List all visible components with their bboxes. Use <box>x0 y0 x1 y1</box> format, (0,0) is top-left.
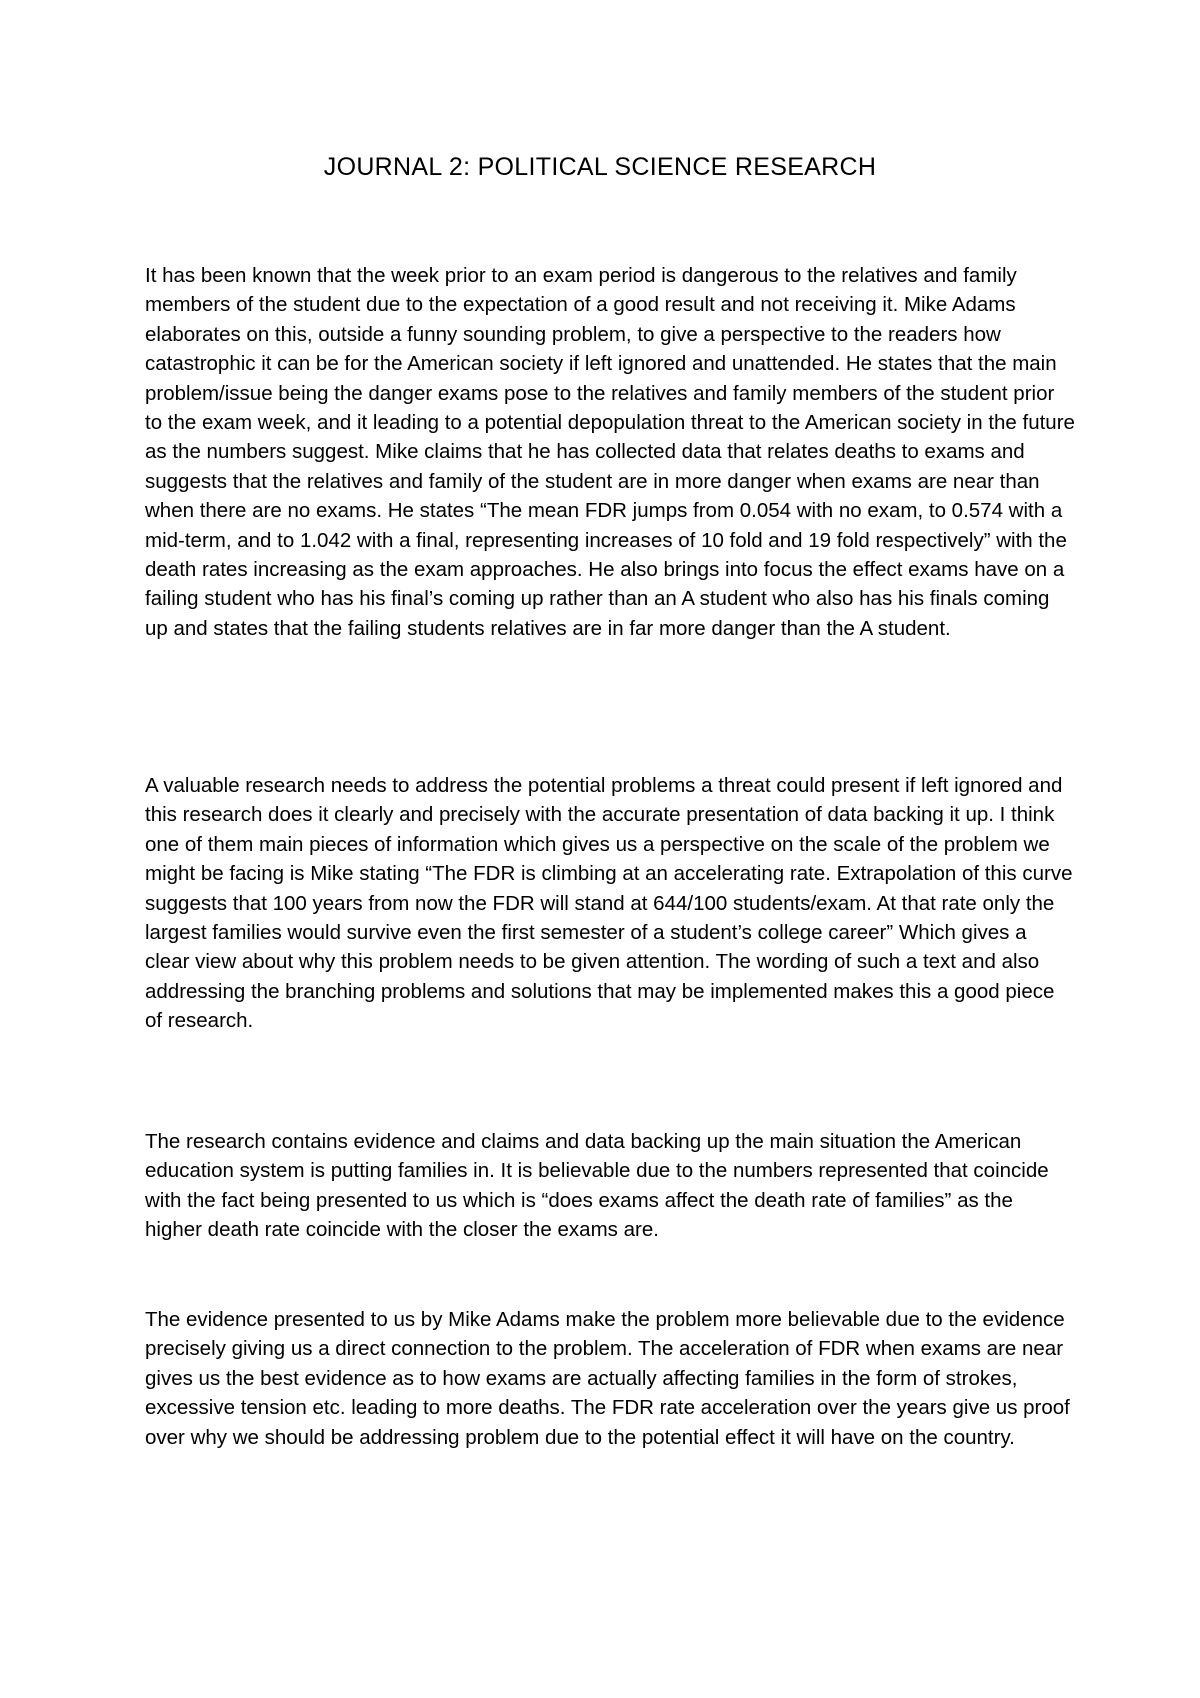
paragraph-4: The evidence presented to us by Mike Adams make the problem more believable due to the evidence precisely giving us a direct connection to the problem. The acceleration of FDR when exams are near gives us the best evidence as to how exams are actually affecting families in the form of strokes, excessive tension etc. leading to more deaths. The FDR rate acceleration over the years give us proof over why we should be addressing problem due to the potential effect it will have on the country. <box>145 1308 1070 1449</box>
paragraph-1: It has been known that the week prior to an exam period is dangerous to the relatives and family members of the student due to the expectation of a good result and not receiving it. Mike Adams elaborates on this, outside a funny sounding problem, to give a perspective to the readers how catastrophic it can be for the American society if left ignored and unattended. He states that the main problem/issue being the danger exams pose to the relatives and family members of the student prior to the exam week, and it leading to a potential depopulation threat to the American society in the future as the numbers suggest. Mike claims that he has collected data that relates deaths to exams and suggests that the relatives and family of the student are in more danger when exams are near than when there are no exams. He states “The mean FDR jumps from 0.054 with no exam, to 0.574 with a mid-term, and to 1.042 with a final, representing increases of 10 fold and 19 fold respectively” with the death rates increasing as the exam approaches. He also brings into focus the effect exams have on a failing student who has his final’s coming up rather than an A student who also has his finals coming up and states that the failing students relatives are in far more danger than the A student. <box>145 264 1075 640</box>
paragraph-3: The research contains evidence and claims and data backing up the main situation the American education system is putting families in. It is believable due to the numbers represented that coincide with the fact being presented to us which is “does exams affect the death rate of families” as the higher death rate coincide with the closer the exams are. <box>145 1130 1049 1242</box>
document-title: JOURNAL 2: POLITICAL SCIENCE RESEARCH <box>323 153 877 181</box>
paragraph-2: A valuable research needs to address the potential problems a threat could present if left ignored and this research does it clearly and precisely with the accurate presentation of data backing it up. I think one of them main pieces of information which gives us a perspective on the scale of the problem we might be facing is Mike stating “The FDR is climbing at an accelerating rate. Extrapolation of this curve suggests that 100 years from now the FDR will stand at 644/100 students/exam. At that rate only the largest families would survive even the first semester of a student’s college career” Which gives a clear view about why this problem needs to be given attention. The wording of such a text and also addressing the branching problems and solutions that may be implemented makes this a good piece of research. <box>145 774 1073 1033</box>
